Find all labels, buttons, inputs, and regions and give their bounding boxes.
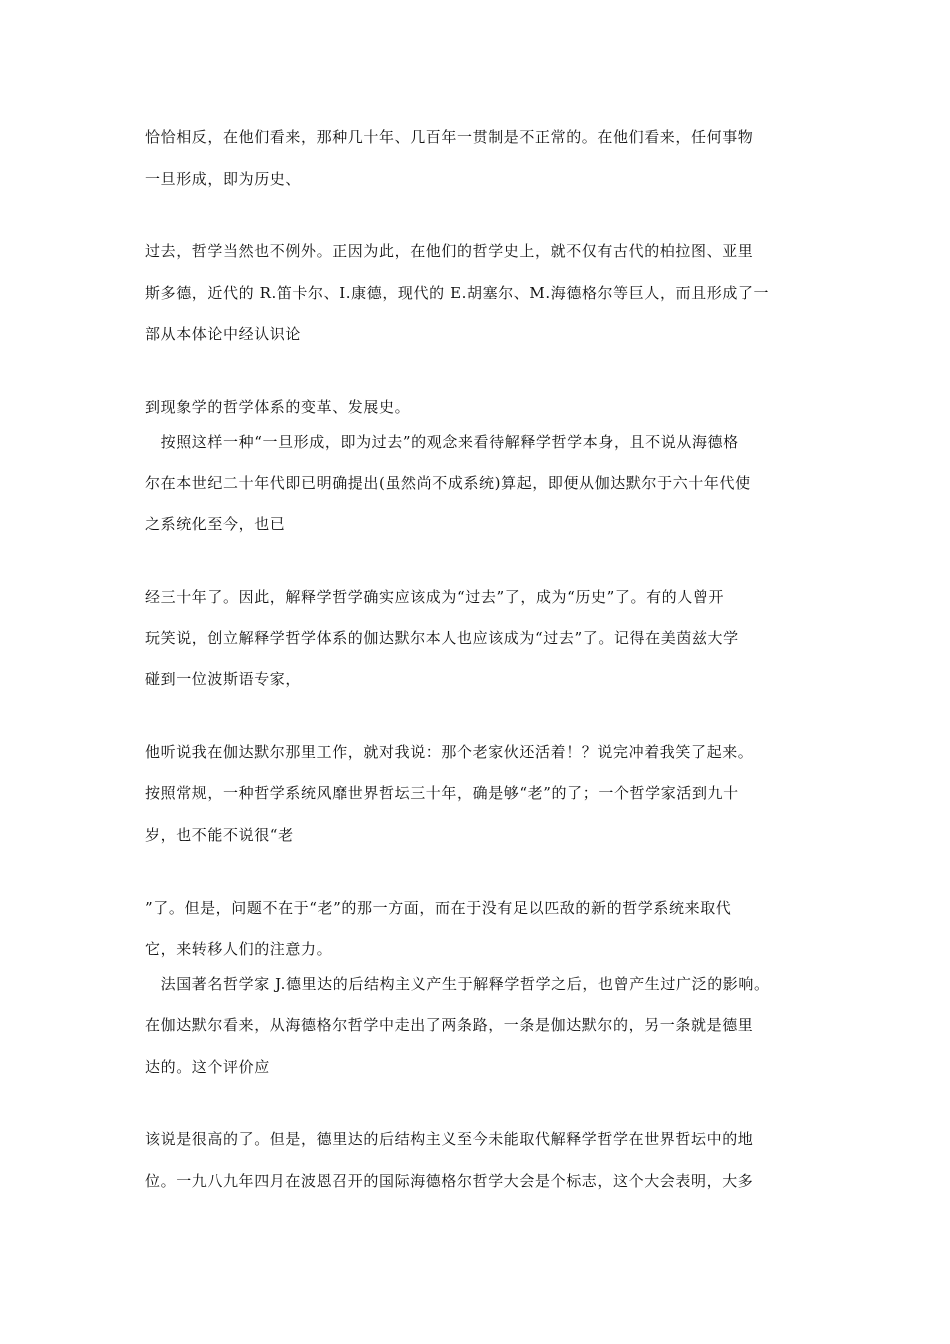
text-line: 它，来转移人们的注意力。 xyxy=(145,940,333,958)
text-line: 该说是很高的了。但是，德里达的后结构主义至今未能取代解释学哲学在世界哲坛中的地 xyxy=(145,1130,754,1148)
text-line: 按照这样一种“一旦形成，即为过去”的观念来看待解释学哲学本身，且不说从海德格 xyxy=(145,433,739,451)
text-line: 到现象学的哲学体系的变革、发展史。 xyxy=(145,398,411,416)
text-line: 恰恰相反，在他们看来，那种几十年、几百年一贯制是不正常的。在他们看来，任何事物 xyxy=(145,128,754,146)
text-line: 碰到一位波斯语专家， xyxy=(145,670,302,688)
text-line: 之系统化至今，也已 xyxy=(145,515,286,533)
text-line: 法国著名哲学家 J.德里达的后结构主义产生于解释学哲学之后，也曾产生过广泛的影响。 xyxy=(145,975,770,993)
text-line: 斯多德，近代的 R.笛卡尔、I.康德，现代的 E.胡塞尔、M.海德格尔等巨人，而且形成了一 xyxy=(145,284,770,302)
text-line: 玩笑说，创立解释学哲学体系的伽达默尔本人也应该成为“过去”了。记得在美茵兹大学 xyxy=(145,629,739,647)
text-line: ”了。但是，问题不在于“老”的那一方面，而在于没有足以匹敌的新的哲学系统来取代 xyxy=(145,899,732,917)
text-line: 过去，哲学当然也不例外。正因为此，在他们的哲学史上，就不仅有古代的柏拉图、亚里 xyxy=(145,242,754,260)
text-line: 位。一九八九年四月在波恩召开的国际海德格尔哲学大会是个标志，这个大会表明，大多 xyxy=(145,1172,754,1190)
text-line: 他听说我在伽达默尔那里工作，就对我说：那个老家伙还活着！？说完冲着我笑了起来。 xyxy=(145,743,754,761)
text-line: 在伽达默尔看来，从海德格尔哲学中走出了两条路，一条是伽达默尔的，另一条就是德里 xyxy=(145,1016,754,1034)
text-line: 按照常规，一种哲学系统风靡世界哲坛三十年，确是够“老”的了；一个哲学家活到九十 xyxy=(145,784,739,802)
text-line: 达的。这个评价应 xyxy=(145,1058,270,1076)
text-line: 经三十年了。因此，解释学哲学确实应该成为“过去”了，成为“历史”了。有的人曾开 xyxy=(145,588,725,606)
text-line: 尔在本世纪二十年代即已明确提出(虽然尚不成系统)算起，即便从伽达默尔于六十年代使 xyxy=(145,474,751,492)
text-line: 一旦形成，即为历史、 xyxy=(145,170,302,188)
text-line: 部从本体论中经认识论 xyxy=(145,325,302,343)
text-line: 岁，也不能不说很“老 xyxy=(145,826,294,844)
